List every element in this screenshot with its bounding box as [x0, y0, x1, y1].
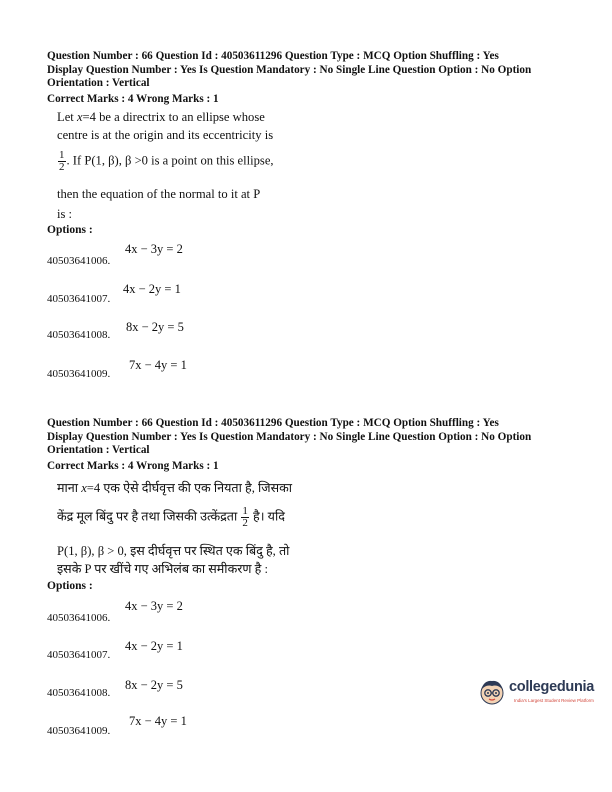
- question-text-line4: इसके P पर खींचे गए अभिलंब का समीकरण है :: [57, 562, 268, 576]
- question-text-line5: is :: [57, 207, 73, 221]
- option-equation[interactable]: 7x − 4y = 1: [129, 358, 187, 372]
- option-equation[interactable]: 7x − 4y = 1: [129, 714, 187, 728]
- option-equation[interactable]: 4x − 2y = 1: [125, 639, 183, 653]
- fraction-one-half: $\frac{1}{2}$: [242, 505, 248, 529]
- logo-tagline: India's Largest Student Review Platform: [514, 698, 594, 703]
- option-id: 40503641009.: [47, 368, 111, 380]
- question-text-line1: माना x=4 एक ऐसे दीर्घवृत्त की एक नियता है, जिसका: [57, 481, 293, 495]
- question-header-en: [47, 50, 577, 106]
- option-equation[interactable]: 8x − 2y = 5: [126, 320, 184, 334]
- collegedunia-logo[interactable]: [478, 676, 598, 712]
- option-equation[interactable]: 4x − 3y = 2: [125, 599, 183, 613]
- options-label: Options :: [47, 224, 93, 236]
- options-label: Options :: [47, 580, 93, 592]
- option-equation[interactable]: 4x − 3y = 2: [125, 242, 183, 256]
- question-meta-line2: Display Question Number : Yes Is Question Mandatory : No Single Line Question Option : No Option: [47, 430, 532, 443]
- question-meta-line2: Display Question Number : Yes Is Question Mandatory : No Single Line Question Option : No Option: [47, 63, 532, 76]
- question-marks: Correct Marks : 4 Wrong Marks : 1: [47, 92, 219, 105]
- question-meta-line1: Question Number : 66 Question Id : 40503611296 Question Type : MCQ Option Shuffling : Yes: [47, 417, 499, 429]
- option-equation[interactable]: 8x − 2y = 5: [125, 678, 183, 692]
- student-mascot-icon: [478, 678, 506, 706]
- question-text-line2: centre is at the origin and its eccentricity is: [57, 128, 274, 142]
- option-id: 40503641006.: [47, 255, 111, 267]
- question-text-line3: P(1, β), β > 0, इस दीर्घवृत्त पर स्थित एक बिंदु है, तो: [57, 544, 290, 558]
- option-id: 40503641007.: [47, 293, 111, 305]
- logo-wordmark: collegedunia: [509, 679, 595, 695]
- option-id: 40503641006.: [47, 612, 111, 624]
- option-equation[interactable]: 4x − 2y = 1: [123, 282, 181, 296]
- question-text-line4: then the equation of the normal to it at P: [57, 187, 261, 201]
- question-text-line2: केंद्र मूल बिंदु पर है तथा जिसकी उत्केंद्रता $\frac{1}{2}$ है। यदि: [57, 505, 285, 529]
- option-id: 40503641008.: [47, 329, 111, 341]
- question-meta-line1: Question Number : 66 Question Id : 40503611296 Question Type : MCQ Option Shuffling : Yes: [47, 50, 499, 62]
- question-meta-line3: Orientation : Vertical: [47, 444, 150, 456]
- question-meta-line3: Orientation : Vertical: [47, 77, 150, 89]
- question-header-hi: [47, 417, 577, 473]
- fraction-one-half: $\frac{1}{2}$: [59, 149, 65, 173]
- question-text-line3: $\frac{1}{2}$ . If P(1, β), β >0 is a point on this ellipse,: [59, 149, 274, 173]
- option-id: 40503641008.: [47, 687, 111, 699]
- question-marks: Correct Marks : 4 Wrong Marks : 1: [47, 459, 219, 472]
- question-text-line1: Let x=4 be a directrix to an ellipse whose: [57, 110, 265, 124]
- option-id: 40503641009.: [47, 725, 111, 737]
- option-id: 40503641007.: [47, 649, 111, 661]
